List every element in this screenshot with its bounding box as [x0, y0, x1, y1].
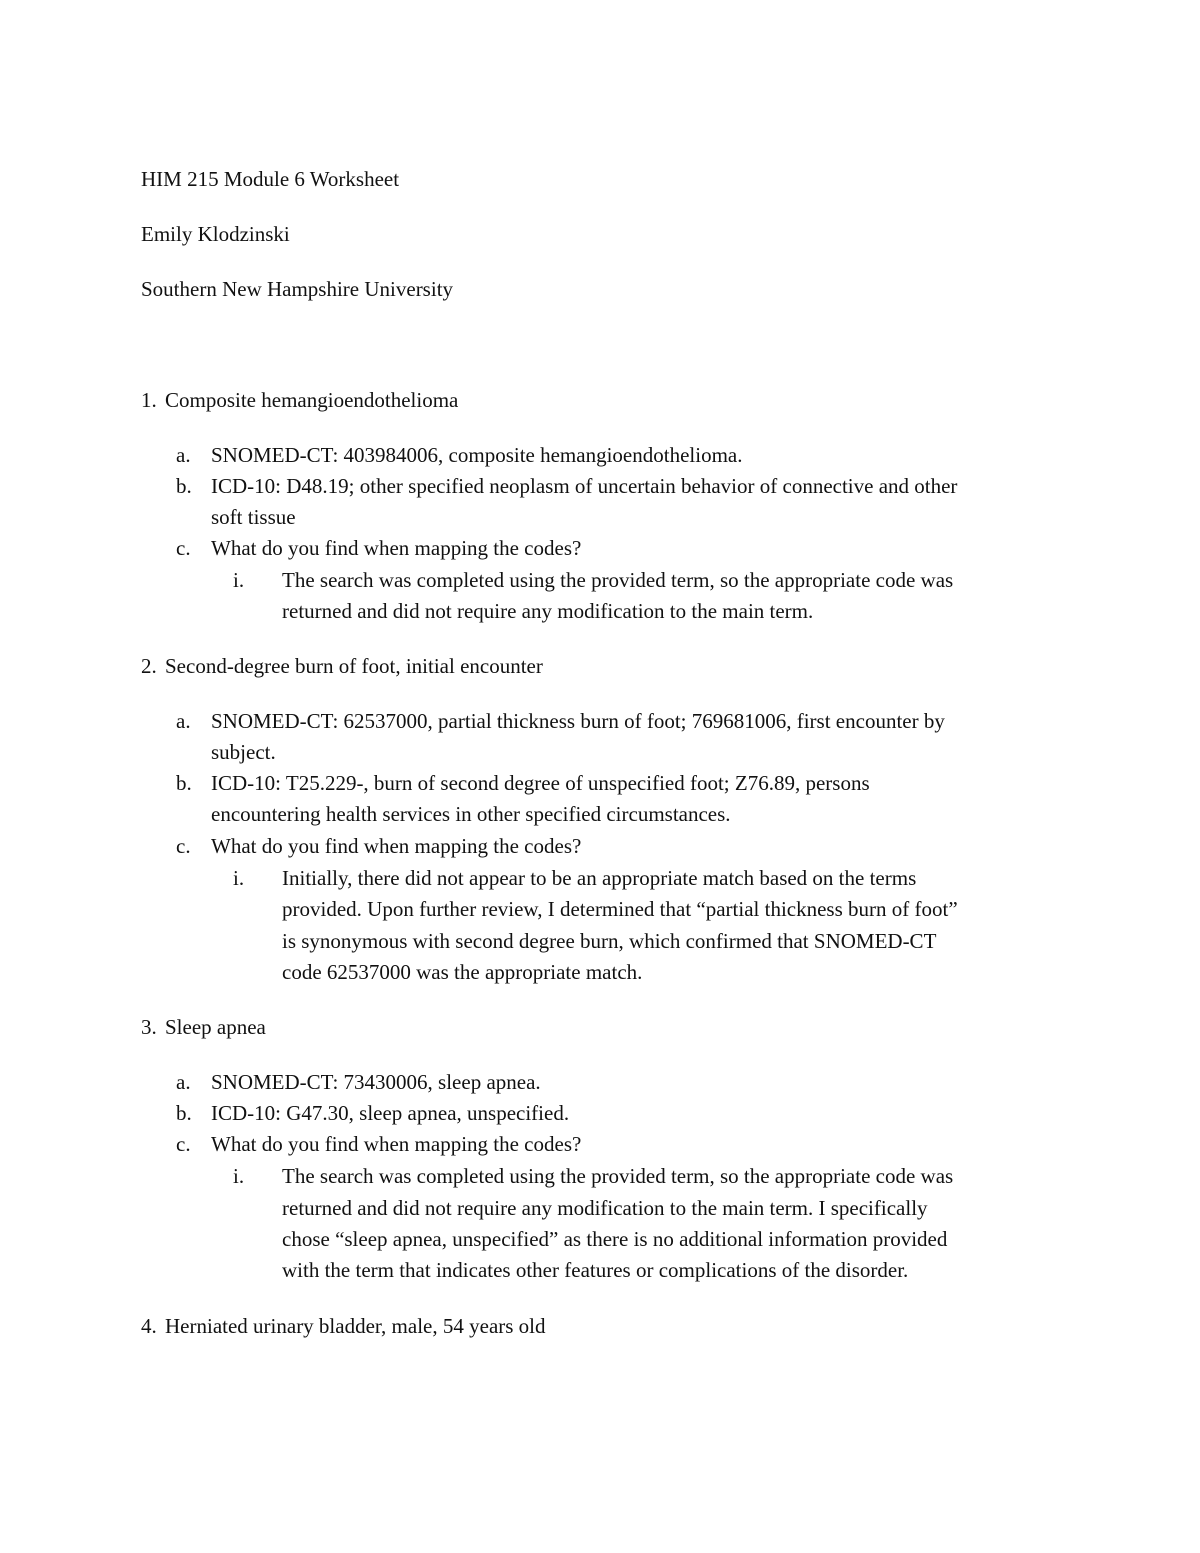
icd-answer-line: ICD-10: D48.19; other specified neoplasm of uncertain behavior of connective and other [211, 474, 958, 498]
mapping-answer-line: Initially, there did not appear to be an appropriate match based on the terms [282, 866, 917, 890]
mapping-answer-line: code 62537000 was the appropriate match. [282, 960, 643, 984]
question-term: Sleep apnea [165, 1015, 266, 1039]
question-term: Composite hemangioendothelioma [165, 388, 459, 412]
author-name: Emily Klodzinski [141, 222, 290, 246]
marker-i: i. [233, 568, 245, 592]
document-title: HIM 215 Module 6 Worksheet [141, 167, 400, 191]
snomed-answer-line: subject. [211, 740, 276, 764]
marker-b: b. [176, 771, 192, 795]
mapping-answer-line: The search was completed using the provided term, so the appropriate code was [282, 568, 954, 592]
institution-name: Southern New Hampshire University [141, 277, 454, 301]
icd-answer-line: soft tissue [211, 505, 296, 529]
mapping-answer-line: provided. Upon further review, I determined that “partial thickness burn of foot” [282, 897, 958, 921]
snomed-answer-line: SNOMED-CT: 403984006, composite hemangioendothelioma. [211, 443, 743, 467]
marker-c: c. [176, 834, 191, 858]
marker-c: c. [176, 1132, 191, 1156]
snomed-answer-line: SNOMED-CT: 62537000, partial thickness burn of foot; 769681006, first encounter by [211, 709, 945, 733]
marker-a: a. [176, 709, 191, 733]
marker-c: c. [176, 536, 191, 560]
icd-answer-line: encountering health services in other specified circumstances. [211, 802, 731, 826]
marker-a: a. [176, 443, 191, 467]
mapping-answer-line: The search was completed using the provided term, so the appropriate code was [282, 1164, 954, 1188]
question-number: 2. [141, 654, 157, 678]
marker-i: i. [233, 1164, 245, 1188]
question-term: Second-degree burn of foot, initial encounter [165, 654, 543, 678]
icd-answer-line: ICD-10: T25.229-, burn of second degree of unspecified foot; Z76.89, persons [211, 771, 870, 795]
marker-b: b. [176, 1101, 192, 1125]
mapping-answer-line: returned and did not require any modification to the main term. [282, 599, 814, 623]
marker-a: a. [176, 1070, 191, 1094]
mapping-question: What do you find when mapping the codes? [211, 834, 582, 858]
mapping-question: What do you find when mapping the codes? [211, 536, 582, 560]
icd-answer-line: ICD-10: G47.30, sleep apnea, unspecified. [211, 1101, 570, 1125]
question-number: 1. [141, 388, 157, 412]
question-number: 3. [141, 1015, 157, 1039]
mapping-answer-line: with the term that indicates other features or complications of the disorder. [282, 1258, 909, 1282]
mapping-question: What do you find when mapping the codes? [211, 1132, 582, 1156]
question-term: Herniated urinary bladder, male, 54 years old [165, 1314, 546, 1338]
snomed-answer-line: SNOMED-CT: 73430006, sleep apnea. [211, 1070, 541, 1094]
mapping-answer-line: chose “sleep apnea, unspecified” as there is no additional information provided [282, 1227, 948, 1251]
mapping-answer-line: returned and did not require any modification to the main term. I specifically [282, 1196, 928, 1220]
marker-b: b. [176, 474, 192, 498]
question-number: 4. [141, 1314, 157, 1338]
mapping-answer-line: is synonymous with second degree burn, which confirmed that SNOMED-CT [282, 929, 937, 953]
marker-i: i. [233, 866, 245, 890]
